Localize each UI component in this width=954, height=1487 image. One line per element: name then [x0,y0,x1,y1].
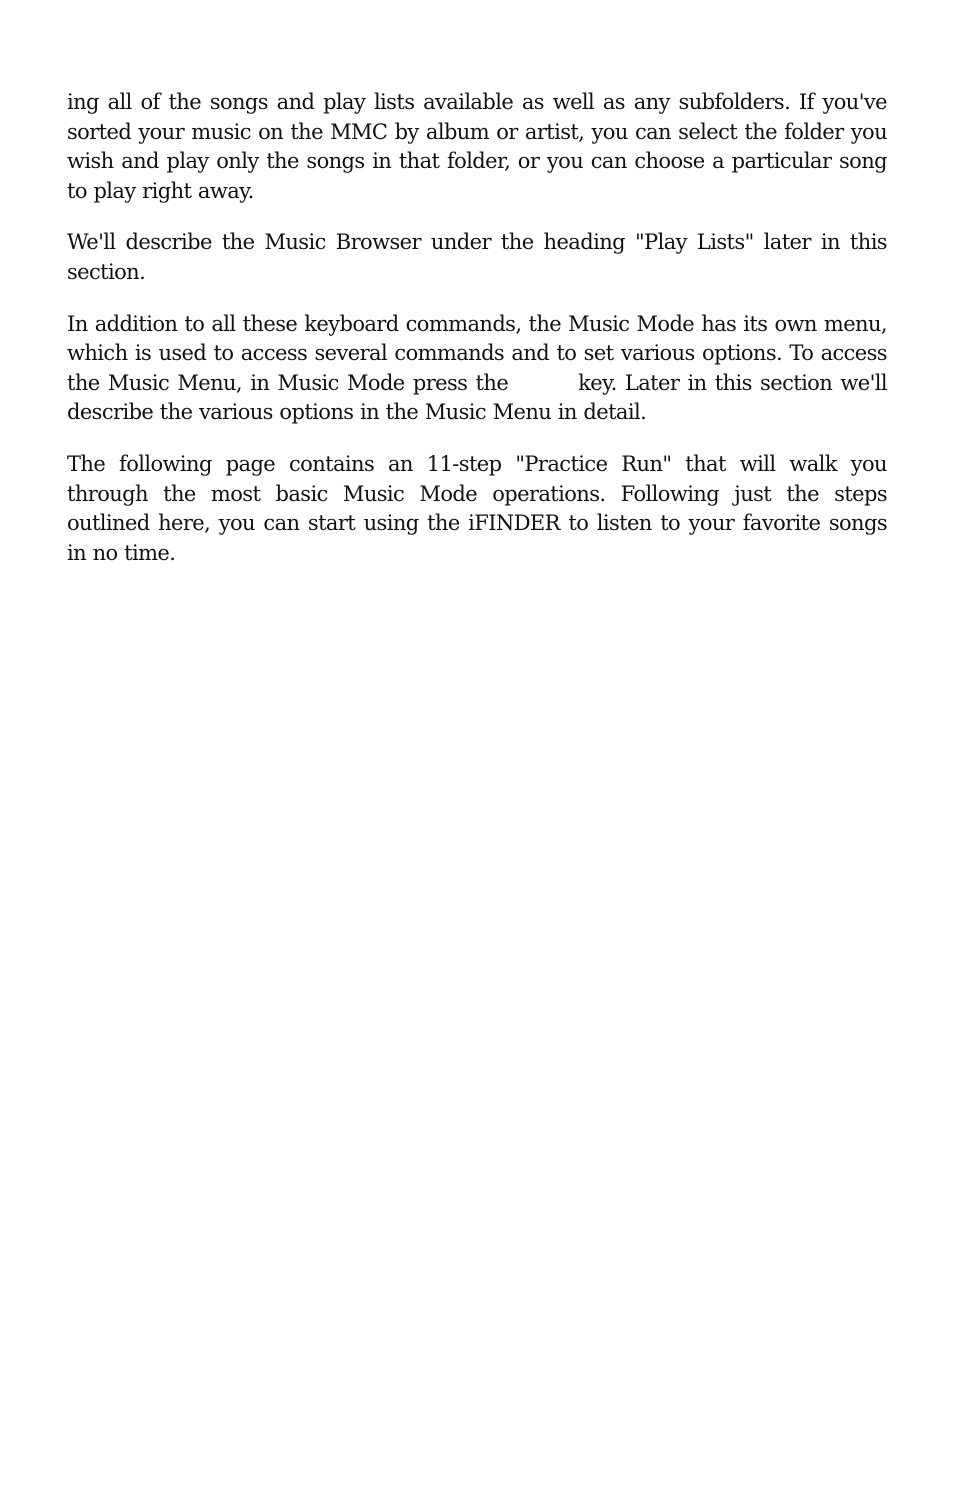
document-page [67,88,887,590]
paragraph-play-lists-reference: We'll describe the Music Browser under the heading "Play Lists" later in this section. [67,230,887,284]
paragraph-practice-run: The following page contains an 11-step "Practice Run" that will walk you through the most basic Music Mode operations. Following just the steps outlined here, you can start using the iFINDER to listen to your favorite songs in no time. [67,451,887,565]
paragraph-music-browser-intro: ing all of the songs and play lists available as well as any subfolders. If you've sorted your music on the MMC by album or artist, you can select the folder you wish and play only the songs in that folder, or you can choose a particular song to play right away. [67,90,887,203]
music-menu-text-before-key: In addition to all these keyboard commands, the Music Mode has its own menu, which is used to access several commands and to set various options. To access the Music Menu, in Music Mode press the [67,311,887,395]
music-menu-text-after-key: key. Later in this section we'll describe the various options in the Music Menu in detail. [67,370,887,425]
paragraph-music-menu [67,310,887,428]
